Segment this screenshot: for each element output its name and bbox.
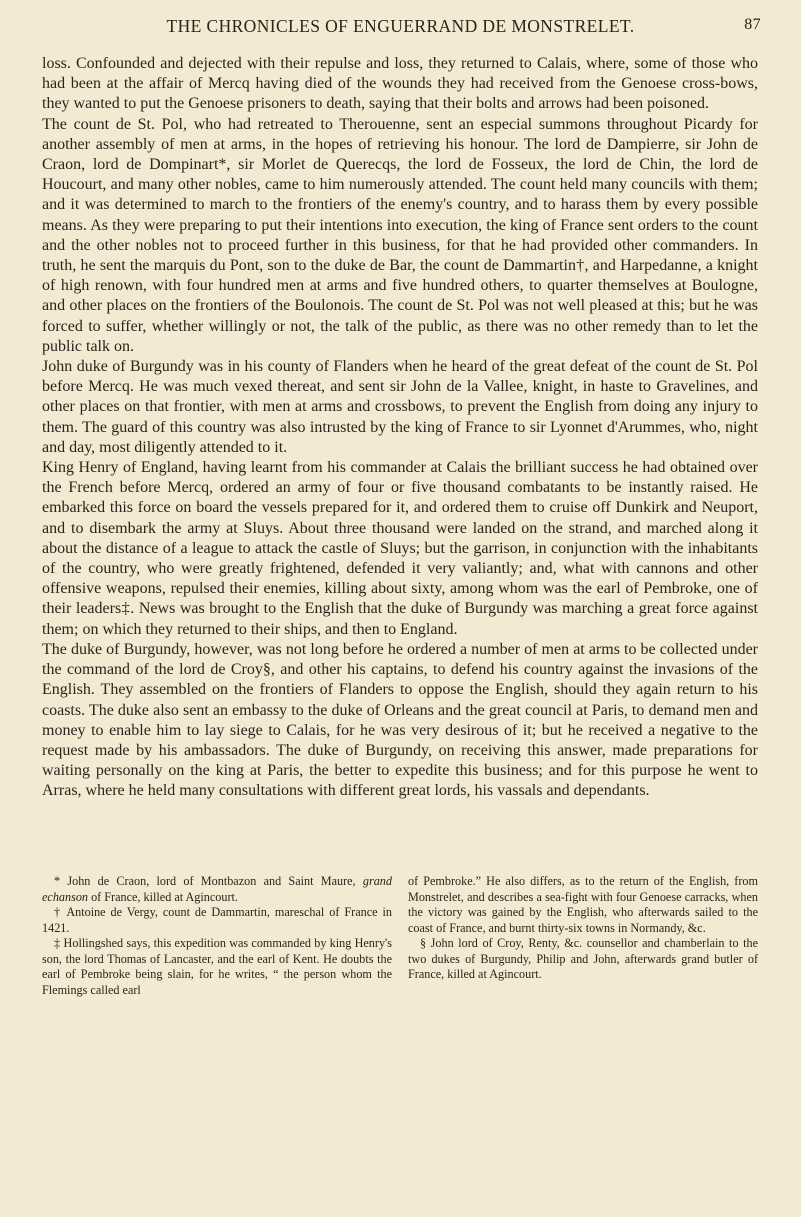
running-head xyxy=(40,16,761,50)
running-title: THE CHRONICLES OF ENGUERRAND DE MONSTRELET. xyxy=(166,16,635,36)
footnote-italic: grand echanson xyxy=(42,874,392,904)
footnote-column-right xyxy=(408,874,758,998)
footnote-text: John de Craon, lord of Montbazon and Saint Maure, xyxy=(67,874,363,888)
paragraph: The duke of Burgundy, however, was not long before he ordered a number of men at arms to be collected under the command of the lord de Croy§, and other his captains, to defend his country against the invasions of the English. They assembled on the frontiers of Flanders to oppose the English, should they again return to his coasts. The duke also sent an embassy to the duke of Orleans and the great council at Paris, to demand men and money to enable him to lay siege to Calais, for he was very desirous of it; but he received a negative to the request made by his ambassadors. The duke of Burgundy, on receiving this answer, made preparations for waiting personally on the king at Paris, the better to expedite this business; and for this purpose he went to Arras, where he held many consultations with different great lords, his vassals and dependants. xyxy=(42,640,758,800)
footnote xyxy=(42,905,392,936)
body-text xyxy=(42,54,758,802)
footnote-mark: † xyxy=(54,905,63,919)
paragraph: loss. Confounded and dejected with their repulse and loss, they returned to Calais, where, some of those who had been at the affair of Mercq having died of the wounds they had received from the Genoese cross-bows, they wanted to put the Genoese prisoners to death, saying that their bolts and arrows had been poisoned. xyxy=(42,55,758,113)
paragraph: John duke of Burgundy was in his county of Flanders when he heard of the great defeat of the count de St. Pol before Mercq. He was much vexed thereat, and sent sir John de la Vallee, knight, in haste to Gravelines, and other places on that frontier, with men at arms and crossbows, to prevent the English from doing any injury to them. The guard of this country was also intrusted by the king of France to sir Lyonnet d'Arummes, who, night and day, most diligently attended to it. xyxy=(42,358,758,456)
footnote-column-left xyxy=(42,874,392,998)
footnote xyxy=(408,936,758,983)
footnote-continuation: of Pembroke.” He also differs, as to the return of the English, from Monstrelet, and describes a sea-fight with four Genoese carracks, when the victory was gained by the English, who afterwards sailed to the coast of France, and burnt thirty-six towns in Normandy, &c. xyxy=(408,874,758,935)
footnote-text: of France, killed at Agincourt. xyxy=(88,889,238,904)
page-number: 87 xyxy=(744,16,761,33)
footnote-text: John lord of Croy, Renty, &c. counsellor and chamberlain to the two dukes of Burgundy, Philip and John, afterwards grand butler of France, killed at Agincourt. xyxy=(408,936,758,981)
paragraph: King Henry of England, having learnt from his commander at Calais the brilliant success he had obtained over the French before Mercq, ordered an army of four or five thousand combatants to be instantly raised. He embarked this force on board the vessels prepared for it, and ordered them to cruise off Dunkirk and Neuport, and to disembark the army at Sluys. About three thousand were landed on the strand, and marched along it about the distance of a league to attack the castle of Sluys; but the garrison, in conjunction with the inhabitants of the country, who were greatly frightened, defended it very valiantly; and, what with cannons and other offensive weapons, repulsed their enemies, killing about sixty, among whom was the earl of Pembroke, one of their leaders‡. News was brought to the English that the duke of Burgundy was marching a great force against them; on which they returned to their ships, and then to England. xyxy=(42,459,758,638)
footnote-mark: § xyxy=(420,936,427,950)
footnote-text: Hollingshed says, this expedition was commanded by king Henry's son, the lord Thomas of Lancaster, and the earl of Kent. He doubts the earl of Pembroke being slain, for he writes, “ the person whom the Flemings called earl xyxy=(42,936,392,997)
footnote-mark: ‡ xyxy=(54,936,61,950)
footnotes xyxy=(42,874,758,998)
footnote xyxy=(42,936,392,998)
footnote-mark: * xyxy=(54,874,61,888)
footnote xyxy=(42,874,392,905)
footnote-text: Antoine de Vergy, count de Dammartin, mareschal of France in 1421. xyxy=(42,905,392,935)
paragraph: The count de St. Pol, who had retreated to Therouenne, sent an especial summons throughout Picardy for another assembly of men at arms, in the hopes of retrieving his honour. The lord de Dampierre, sir John de Craon, lord de Dompinart*, sir Morlet de Querecqs, the lord de Fosseux, the lord de Chin, the lord de Houcourt, and many other nobles, came to him numerously attended. The count held many councils with them; and it was determined to march to the frontiers of the enemy's country, and to harass them by every possible means. As they were preparing to put their intentions into execution, the king of France sent orders to the count and the other nobles not to proceed further in this business, for that he had provided other commanders. In truth, he sent the marquis du Pont, son to the duke de Bar, the count de Dammartin†, and Harpedanne, a knight of high renown, with four hundred men at arms and five hundred others, to quarter themselves at Boulogne, and other places on the frontiers of the Boulonois. The count de St. Pol was not well pleased at this; but he was forced to suffer, whether willingly or not, the talk of the public, as there was no other remedy than to let the public talk on. xyxy=(42,115,758,355)
